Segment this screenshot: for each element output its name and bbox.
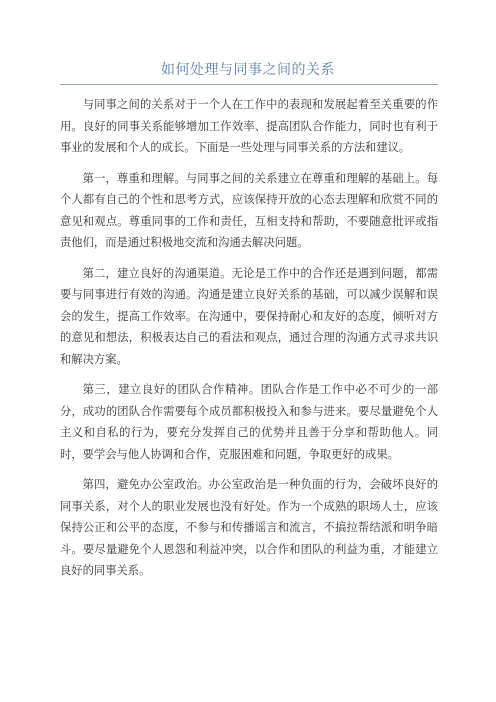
- title-underline: [60, 84, 438, 85]
- paragraph-communication: 第二，建立良好的沟通渠道。无论是工作中的合作还是遇到问题，都需要与同事进行有效的沟通。沟通是建立良好关系的基础，可以减少误解和误会的发生，提高工作效率。在沟通中，要保持耐心和友好的态度，倾听对方的意见和想法，积极表达自己的看法和观点，通过合理的沟通方式寻求共识和解决方案。: [60, 266, 438, 366]
- document-title: 如何处理与同事之间的关系: [161, 62, 335, 78]
- paragraph-respect: 第一，尊重和理解。与同事之间的关系建立在尊重和理解的基础上。每个人都有自己的个性和思考方式，应该保持开放的心态去理解和欣赏不同的意见和观点。尊重同事的工作和责任，互相支持和帮助，不要随意批评或指责他们，而是通过积极地交流和沟通去解决问题。: [60, 171, 438, 249]
- paragraph-intro: 与同事之间的关系对于一个人在工作中的表现和发展起着至关重要的作用。良好的同事关系能够增加工作效率、提高团队合作能力，同时也有利于事业的发展和个人的成长。下面是一些处理与同事关系的方法和建议。: [60, 98, 438, 154]
- paragraph-office-politics: 第四，避免办公室政治。办公室政治是一种负面的行为，会破坏良好的同事关系，对个人的职业发展也没有好处。作为一个成熟的职场人士，应该保持公正和公平的态度，不参与和传播谣言和流言，不搞拉帮结派和明争暗斗。要尽量避免个人恩怨和利益冲突，以合作和团队的利益为重，才能建立良好的同事关系。: [60, 478, 438, 577]
- paragraph-teamwork: 第三，建立良好的团队合作精神。团队合作是工作中必不可少的一部分，成功的团队合作需要每个成员都积极投入和参与进来。要尽量避免个人主义和自私的行为，要充分发挥自己的优势并且善于分享和帮助他人。同时，要学会与他人协调和合作，克服困难和问题，争取更好的成果。: [60, 383, 438, 461]
- document-body: [60, 94, 438, 591]
